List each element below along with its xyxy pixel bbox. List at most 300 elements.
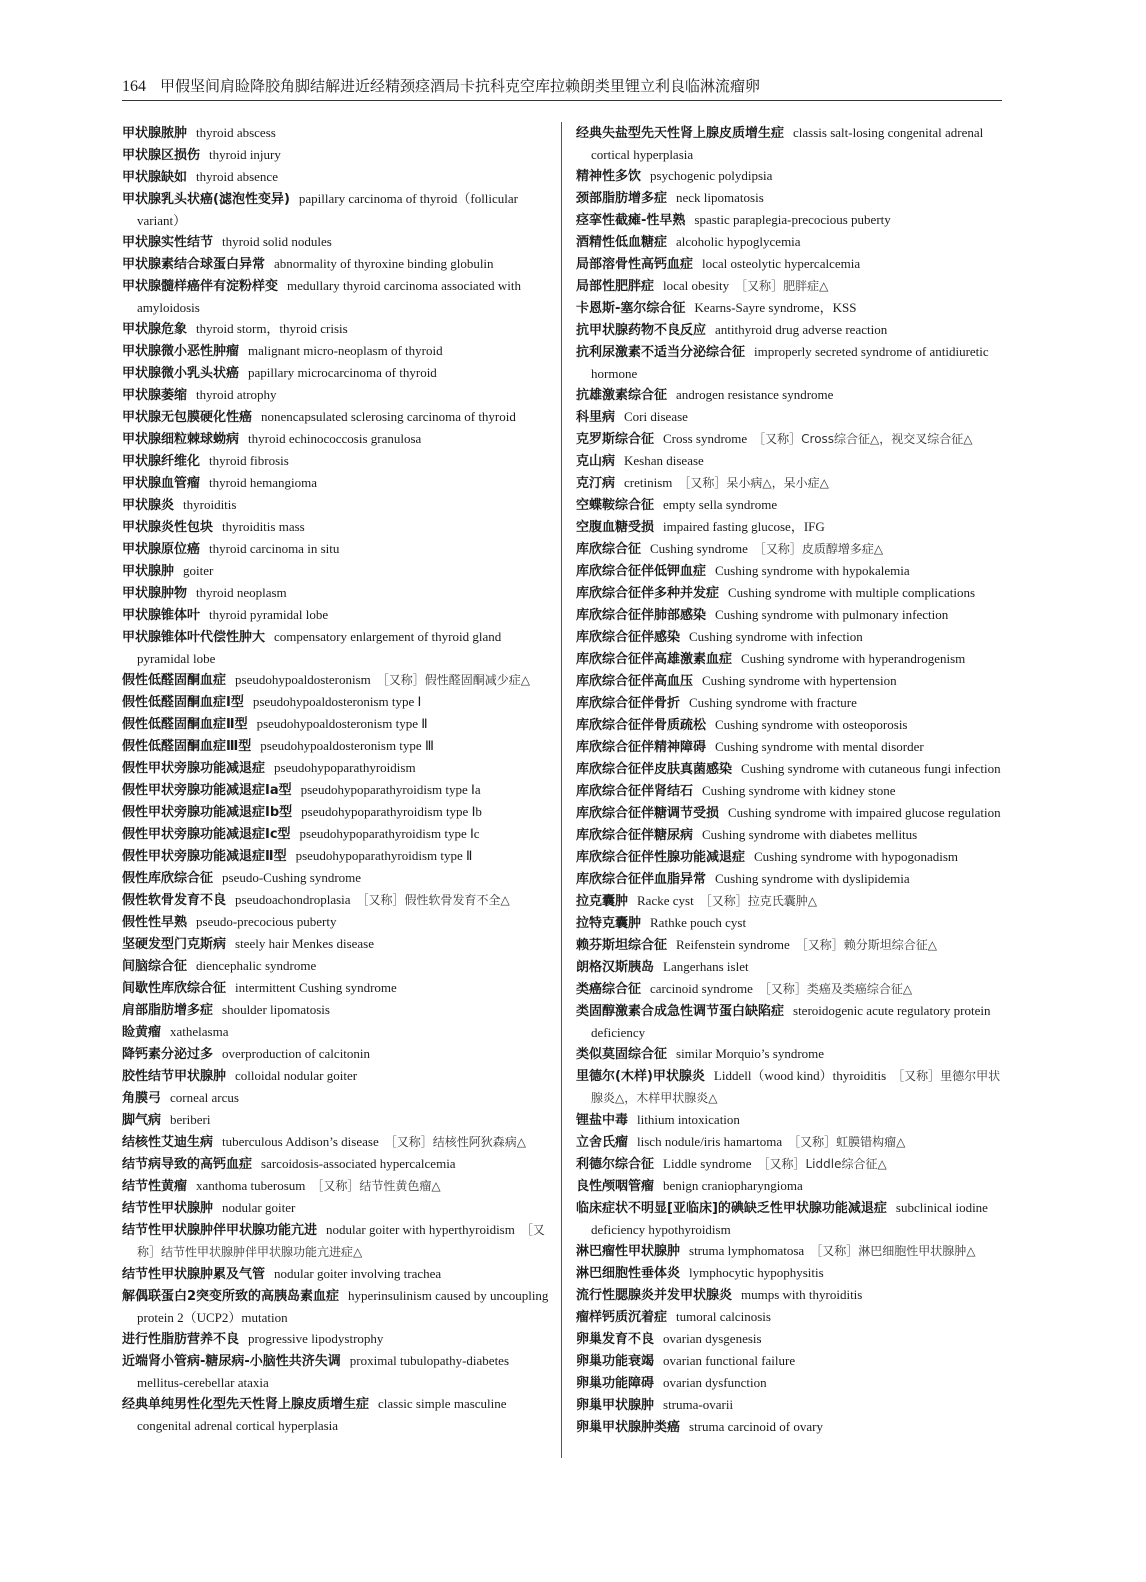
glossary-entry [576,406,1002,428]
term-chinese: 抗雄激素综合征 [576,388,668,403]
term-chinese: 库欣综合征 [576,542,642,557]
glossary-entry [122,669,550,691]
term-chinese: 朗格汉斯胰岛 [576,960,655,975]
term-chinese: 甲状腺肿 [122,564,175,579]
term-english: thyroid injury [209,147,281,162]
term-english: thyroid solid nodules [222,234,332,249]
glossary-entry [122,516,550,538]
term-english: pseudohypoaldosteronism [235,672,371,687]
term-chinese: 甲状腺细粒棘球蚴病 [122,432,240,447]
glossary-entry [576,604,1002,626]
term-english: ovarian dysfunction [663,1375,767,1390]
term-english: local obesity [663,278,730,293]
term-synonym: ［又称］结核性阿狄森病△ [384,1135,526,1149]
term-chinese: 解偶联蛋白2突变所致的高胰岛素血症 [122,1289,340,1304]
term-chinese: 库欣综合征伴多种并发症 [576,586,720,601]
term-english: impaired fasting glucose，IFG [663,519,825,534]
term-chinese: 肩部脂肪增多症 [122,1003,214,1018]
term-chinese: 假性甲状旁腺功能减退症 [122,761,266,776]
term-chinese: 甲状腺实性结节 [122,235,214,250]
glossary-entry [576,560,1002,582]
glossary-entry [576,956,1002,978]
term-english: Cushing syndrome with dyslipidemia [715,871,910,886]
term-chinese: 拉特克囊肿 [576,916,642,931]
term-synonym: ［又称］赖分斯坦综合征△ [795,938,937,952]
term-chinese: 库欣综合征伴肾结石 [576,784,694,799]
term-english: struma-ovarii [663,1397,734,1412]
term-chinese: 库欣综合征伴性腺功能减退症 [576,850,746,865]
running-title: 甲假坚间肩睑降胶角脚结解进近经精颈痉酒局卡抗科克空库拉赖朗类里锂立利良临淋流瘤卵 [160,77,761,95]
glossary-entry [576,582,1002,604]
term-english: thyroid fibrosis [209,453,289,468]
term-chinese: 甲状腺原位癌 [122,542,201,557]
term-english: shoulder lipomatosis [222,1002,330,1017]
term-chinese: 淋巴瘤性甲状腺肿 [576,1244,681,1259]
term-english: Liddell（wood kind）thyroiditis [713,1068,887,1083]
term-chinese: 立舍氏瘤 [576,1135,629,1150]
term-english: nodular goiter with hyperthyroidism [326,1222,515,1237]
term-chinese: 结节性甲状腺肿 [122,1201,214,1216]
term-synonym: ［又称］假性醛固酮减少症△ [376,673,531,687]
glossary-entry [122,1350,550,1393]
term-chinese: 睑黄瘤 [122,1025,162,1040]
term-english: medullary thyroid carcinoma associated with amyloidosis [137,278,521,315]
term-chinese: 锂盐中毒 [576,1113,629,1128]
glossary-entry [576,450,1002,472]
term-english: thyroid atrophy [196,387,277,402]
glossary-entry [122,1153,550,1175]
term-chinese: 甲状腺炎 [122,498,175,513]
term-english: psychogenic polydipsia [650,168,773,183]
glossary-entry [576,1131,1002,1153]
glossary-entry [576,934,1002,956]
term-chinese: 库欣综合征伴精神障碍 [576,740,707,755]
term-synonym: ［又称］Cross综合征△，视交叉综合征△ [753,432,973,446]
term-chinese: 精神性多饮 [576,169,642,184]
term-chinese: 结节性黄瘤 [122,1179,188,1194]
glossary-entry [576,1262,1002,1284]
glossary-entry [122,823,550,845]
glossary-entry [576,1350,1002,1372]
term-english: lithium intoxication [637,1112,740,1127]
term-chinese: 假性低醛固酮血症Ⅲ型 [122,739,252,754]
glossary-entry [576,736,1002,758]
term-chinese: 库欣综合征伴肺部感染 [576,608,707,623]
term-english: pseudohypoparathyroidism type Ⅰb [301,804,482,819]
term-chinese: 甲状腺区损伤 [122,148,201,163]
term-english: colloidal nodular goiter [235,1068,358,1083]
term-english: nonencapsulated sclerosing carcinoma of thyroid [261,409,516,424]
term-english: Cushing syndrome with pulmonary infection [715,607,949,622]
term-chinese: 甲状腺纤维化 [122,454,201,469]
glossary-entry [576,846,1002,868]
glossary-entry [122,1175,550,1197]
glossary-entry [576,1306,1002,1328]
term-english: similar Morquio’s syndrome [676,1046,825,1061]
term-chinese: 间歇性库欣综合征 [122,981,227,996]
term-chinese: 类癌综合征 [576,982,642,997]
term-chinese: 甲状腺萎缩 [122,388,188,403]
term-english: Cori disease [624,409,688,424]
term-english: classis salt-losing congenital adrenal cortical hyperplasia [591,125,984,162]
glossary-entry [576,824,1002,846]
term-english: progressive lipodystrophy [248,1331,384,1346]
term-english: proximal tubulopathy-diabetes mellitus-cerebellar ataxia [137,1353,510,1390]
glossary-entry [576,1043,1002,1065]
term-english: goiter [183,563,214,578]
term-english: thyroid absence [196,169,278,184]
term-english: malignant micro-neoplasm of thyroid [248,343,443,358]
term-chinese: 良性颅咽管瘤 [576,1179,655,1194]
glossary-entry [122,340,550,362]
glossary-entry [122,735,550,757]
glossary-entry [122,867,550,889]
term-english: thyroid echinococcosis granulosa [248,431,422,446]
term-chinese: 克山病 [576,454,616,469]
term-english: ovarian functional failure [663,1353,796,1368]
term-english: Langerhans islet [663,959,749,974]
term-chinese: 结核性艾迪生病 [122,1135,214,1150]
term-english: empty sella syndrome [663,497,778,512]
glossary-entry [122,1219,550,1263]
glossary-entry [576,1394,1002,1416]
glossary-entry [122,472,550,494]
term-english: tumoral calcinosis [676,1309,771,1324]
glossary-entry [122,1065,550,1087]
term-chinese: 痉挛性截瘫-性早熟 [576,213,686,228]
term-english: xathelasma [170,1024,229,1039]
term-english: mumps with thyroiditis [741,1287,863,1302]
term-english: struma lymphomatosa [689,1243,805,1258]
term-english: Cushing syndrome with hypokalemia [715,563,910,578]
glossary-entry [122,757,550,779]
term-chinese: 局部性肥胖症 [576,279,655,294]
term-english: steely hair Menkes disease [235,936,374,951]
glossary-entry [122,1393,550,1436]
term-chinese: 结节病导致的高钙血症 [122,1157,253,1172]
glossary-entry [122,713,550,735]
term-english: Cushing syndrome with infection [689,629,863,644]
term-chinese: 拉克囊肿 [576,894,629,909]
term-chinese: 库欣综合征伴骨折 [576,696,681,711]
term-chinese: 间脑综合征 [122,959,188,974]
term-english: beriberi [170,1112,211,1127]
term-english: Cushing syndrome with hyperandrogenism [741,651,966,666]
term-synonym: ［又称］里德尔甲状腺炎△，木样甲状腺炎△ [591,1069,1001,1105]
glossary-entry [122,384,550,406]
term-english: Cushing syndrome with hypertension [702,673,897,688]
term-english: corneal arcus [170,1090,239,1105]
term-chinese: 库欣综合征伴皮肤真菌感染 [576,762,733,777]
glossary-entry [122,275,550,318]
term-chinese: 卵巢发育不良 [576,1332,655,1347]
glossary-entry [576,1000,1002,1043]
term-chinese: 卵巢甲状腺肿 [576,1398,655,1413]
term-chinese: 甲状腺锥体叶 [122,608,201,623]
term-synonym: ［又称］Liddle综合征△ [757,1157,887,1171]
term-synonym: ［又称］拉克氏囊肿△ [699,894,817,908]
glossary-entry [576,912,1002,934]
term-chinese: 库欣综合征伴感染 [576,630,681,645]
glossary-entry [576,868,1002,890]
term-chinese: 甲状腺无包膜硬化性癌 [122,410,253,425]
term-english: classic simple masculine congenital adrenal cortical hyperplasia [137,1396,507,1433]
glossary-entry [576,209,1002,231]
glossary-entry [576,384,1002,406]
glossary-entry [122,691,550,713]
term-chinese: 空腹血糖受损 [576,520,655,535]
term-english: pseudohypoparathyroidism type Ⅰa [300,782,481,797]
term-chinese: 经典单纯男性化型先天性肾上腺皮质增生症 [122,1397,370,1412]
term-chinese: 库欣综合征伴高雄激素血症 [576,652,733,667]
term-synonym: ［又称］虹膜错构瘤△ [788,1135,906,1149]
glossary-entry [576,890,1002,912]
glossary-entry [576,978,1002,1000]
term-english: Cushing syndrome with fracture [689,695,857,710]
glossary-entry [576,122,1002,165]
term-synonym: ［又称］呆小病△，呆小症△ [678,476,829,490]
term-english: Cushing syndrome with diabetes mellitus [702,827,918,842]
term-chinese: 临床症状不明显[亚临床]的碘缺乏性甲状腺功能减退症 [576,1201,887,1216]
term-english: ovarian dysgenesis [663,1331,762,1346]
term-english: Rathke pouch cyst [650,915,747,930]
glossary-entry [576,1284,1002,1306]
term-english: pseudo-Cushing syndrome [222,870,362,885]
column-divider [561,122,562,1458]
term-english: neck lipomatosis [676,190,764,205]
term-synonym: ［又称］假性软骨发育不全△ [356,893,510,907]
term-english: pseudohypoaldosteronism type Ⅰ [252,694,422,709]
glossary-entry [122,955,550,977]
term-english: benign craniopharyngioma [663,1178,803,1193]
term-synonym: ［又称］淋巴细胞性甲状腺肿△ [810,1244,976,1258]
right-column [576,122,1002,1438]
glossary-entry [122,1263,550,1285]
term-chinese: 假性甲状旁腺功能减退症Ⅰa型 [122,783,292,798]
term-english: thyroid hemangioma [209,475,317,490]
term-english: carcinoid syndrome [650,981,753,996]
glossary-entry [122,166,550,188]
glossary-entry [122,188,550,231]
glossary-entry [576,231,1002,253]
glossary-entry [576,780,1002,802]
term-english: hyperinsulinism caused by uncoupling protein 2（UCP2）mutation [137,1288,549,1325]
term-english: overproduction of calcitonin [222,1046,371,1061]
term-english: thyroiditis [183,497,237,512]
glossary-entry [576,494,1002,516]
term-chinese: 甲状腺锥体叶代偿性肿大 [122,630,266,645]
term-english: lisch nodule/iris hamartoma [637,1134,783,1149]
term-chinese: 结节性甲状腺肿伴甲状腺功能亢进 [122,1223,318,1238]
term-chinese: 类固醇激素合成急性调节蛋白缺陷症 [576,1004,785,1019]
term-chinese: 甲状腺微小乳头状癌 [122,366,240,381]
glossary-entry [122,977,550,999]
term-chinese: 甲状腺素结合球蛋白异常 [122,257,266,272]
term-chinese: 局部溶骨性高钙血症 [576,257,694,272]
term-english: compensatory enlargement of thyroid gland pyramidal lobe [137,629,502,666]
glossary-entry [122,889,550,911]
term-chinese: 库欣综合征伴血脂异常 [576,872,707,887]
term-chinese: 类似莫固综合征 [576,1047,668,1062]
glossary-entry [122,318,550,340]
glossary-entry [576,319,1002,341]
term-english: alcoholic hypoglycemia [676,234,801,249]
glossary-entry [122,779,550,801]
term-english: spastic paraplegia-precocious puberty [694,212,891,227]
term-english: androgen resistance syndrome [676,387,834,402]
term-chinese: 里德尔(木样)甲状腺炎 [576,1069,705,1084]
glossary-entry [576,275,1002,297]
term-english: subclinical iodine deficiency hypothyroidism [591,1200,988,1237]
term-chinese: 甲状腺髓样癌伴有淀粉样变 [122,279,279,294]
glossary-entry [576,1109,1002,1131]
term-english: thyroid pyramidal lobe [209,607,329,622]
glossary-entry [122,428,550,450]
term-english: pseudoachondroplasia [235,892,351,907]
term-english: thyroid neoplasm [196,585,287,600]
term-chinese: 甲状腺缺如 [122,170,188,185]
glossary-entry [576,428,1002,450]
term-english: Cushing syndrome with osteoporosis [715,717,908,732]
glossary-entry [576,341,1002,384]
term-synonym: ［又称］结节性黄色瘤△ [311,1179,441,1193]
term-english: Cushing syndrome with impaired glucose regulation [728,805,1001,820]
glossary-entry [576,297,1002,319]
page-number: 164 [122,78,146,95]
glossary-entry [122,582,550,604]
term-chinese: 库欣综合征伴骨质疏松 [576,718,707,733]
term-chinese: 近端肾小管病-糖尿病-小脑性共济失调 [122,1354,341,1369]
term-english: papillary microcarcinoma of thyroid [248,365,437,380]
term-chinese: 假性低醛固酮血症Ⅱ型 [122,717,248,732]
glossary-entry [576,165,1002,187]
term-synonym: ［又称］肥胖症△ [735,279,829,293]
term-chinese: 角膜弓 [122,1091,162,1106]
term-english: Reifenstein syndrome [676,937,790,952]
term-english: Cushing syndrome with cutaneous fungi infection [741,761,1001,776]
glossary-entry [576,758,1002,780]
glossary-entry [122,362,550,384]
glossary-entry [122,560,550,582]
term-chinese: 淋巴细胞性垂体炎 [576,1266,681,1281]
term-english: pseudo-precocious puberty [196,914,337,929]
term-chinese: 甲状腺肿物 [122,586,188,601]
glossary-entry [122,845,550,867]
term-english: diencephalic syndrome [196,958,317,973]
term-english: tuberculous Addison’s disease [222,1134,379,1149]
left-column [122,122,550,1436]
term-chinese: 抗甲状腺药物不良反应 [576,323,707,338]
term-english: Cushing syndrome [650,541,748,556]
term-english: thyroiditis mass [222,519,305,534]
term-english: intermittent Cushing syndrome [235,980,397,995]
term-english: papillary carcinoma of thyroid（follicular variant） [137,191,519,228]
term-chinese: 甲状腺血管瘤 [122,476,201,491]
glossary-entry [576,1197,1002,1240]
glossary-entry [122,801,550,823]
term-synonym: ［又称］结节性甲状腺肿伴甲状腺功能亢进症△ [137,1223,545,1259]
term-chinese: 酒精性低血糖症 [576,235,668,250]
term-english: pseudohypoaldosteronism type Ⅱ [256,716,428,731]
glossary-entry [576,516,1002,538]
term-english: pseudohypoaldosteronism type Ⅲ [260,738,434,753]
glossary-entry [122,1285,550,1328]
glossary-entry [576,1153,1002,1175]
term-chinese: 卡恩斯-塞尔综合征 [576,301,686,316]
term-synonym: ［又称］皮质醇增多症△ [753,542,884,556]
term-english: Cushing syndrome with kidney stone [702,783,896,798]
term-synonym: ［又称］类癌及类癌综合征△ [758,982,913,996]
term-chinese: 降钙素分泌过多 [122,1047,214,1062]
glossary-entry [122,1043,550,1065]
glossary-entry [122,1197,550,1219]
term-english: Racke cyst [637,893,694,908]
term-english: Cushing syndrome with hypogonadism [754,849,959,864]
glossary-entry [576,1175,1002,1197]
glossary-entry [122,406,550,428]
term-chinese: 克罗斯综合征 [576,432,655,447]
glossary-entry [576,648,1002,670]
glossary-entry [122,933,550,955]
term-english: steroidogenic acute regulatory protein deficiency [591,1003,991,1040]
term-chinese: 甲状腺危象 [122,322,188,337]
glossary-entry [122,1328,550,1350]
term-chinese: 假性低醛固酮血症 [122,673,227,688]
term-english: improperly secreted syndrome of antidiuretic hormone [591,344,989,381]
term-chinese: 克汀病 [576,476,616,491]
term-english: pseudohypoparathyroidism type Ⅱ [295,848,473,863]
glossary-entry [576,1416,1002,1438]
glossary-entry [576,1240,1002,1262]
term-chinese: 瘤样钙质沉着症 [576,1310,668,1325]
glossary-entry [122,450,550,472]
term-english: Kearns-Sayre syndrome，KSS [694,300,857,315]
term-chinese: 经典失盐型先天性肾上腺皮质增生症 [576,126,785,141]
glossary-entry [122,1021,550,1043]
glossary-entry [122,999,550,1021]
term-chinese: 甲状腺脓肿 [122,126,188,141]
term-chinese: 卵巢甲状腺肿类癌 [576,1420,681,1435]
term-english: abnormality of thyroxine binding globulin [274,256,494,271]
glossary-entry [122,253,550,275]
term-english: lymphocytic hypophysitis [689,1265,824,1280]
term-english: local osteolytic hypercalcemia [702,256,861,271]
term-english: nodular goiter involving trachea [274,1266,442,1281]
glossary-entry [122,1109,550,1131]
term-chinese: 假性甲状旁腺功能减退症Ⅰc型 [122,827,291,842]
term-chinese: 库欣综合征伴高血压 [576,674,694,689]
term-english: Cushing syndrome with multiple complications [728,585,975,600]
term-english: Keshan disease [624,453,704,468]
term-chinese: 赖芬斯坦综合征 [576,938,668,953]
term-english: thyroid carcinoma in situ [209,541,340,556]
term-english: struma carcinoid of ovary [689,1419,823,1434]
term-english: pseudohypoparathyroidism type Ⅰc [299,826,480,841]
glossary-entry [576,187,1002,209]
glossary-entry [122,911,550,933]
term-chinese: 甲状腺炎性包块 [122,520,214,535]
glossary-entry [122,494,550,516]
term-chinese: 假性甲状旁腺功能减退症Ⅱ型 [122,849,287,864]
term-english: antithyroid drug adverse reaction [715,322,888,337]
term-chinese: 库欣综合征伴糖尿病 [576,828,694,843]
term-chinese: 卵巢功能障碍 [576,1376,655,1391]
term-chinese: 坚硬发型门克斯病 [122,937,227,952]
term-english: nodular goiter [222,1200,296,1215]
glossary-entry [576,538,1002,560]
glossary-entry [122,231,550,253]
term-chinese: 假性库欣综合征 [122,871,214,886]
